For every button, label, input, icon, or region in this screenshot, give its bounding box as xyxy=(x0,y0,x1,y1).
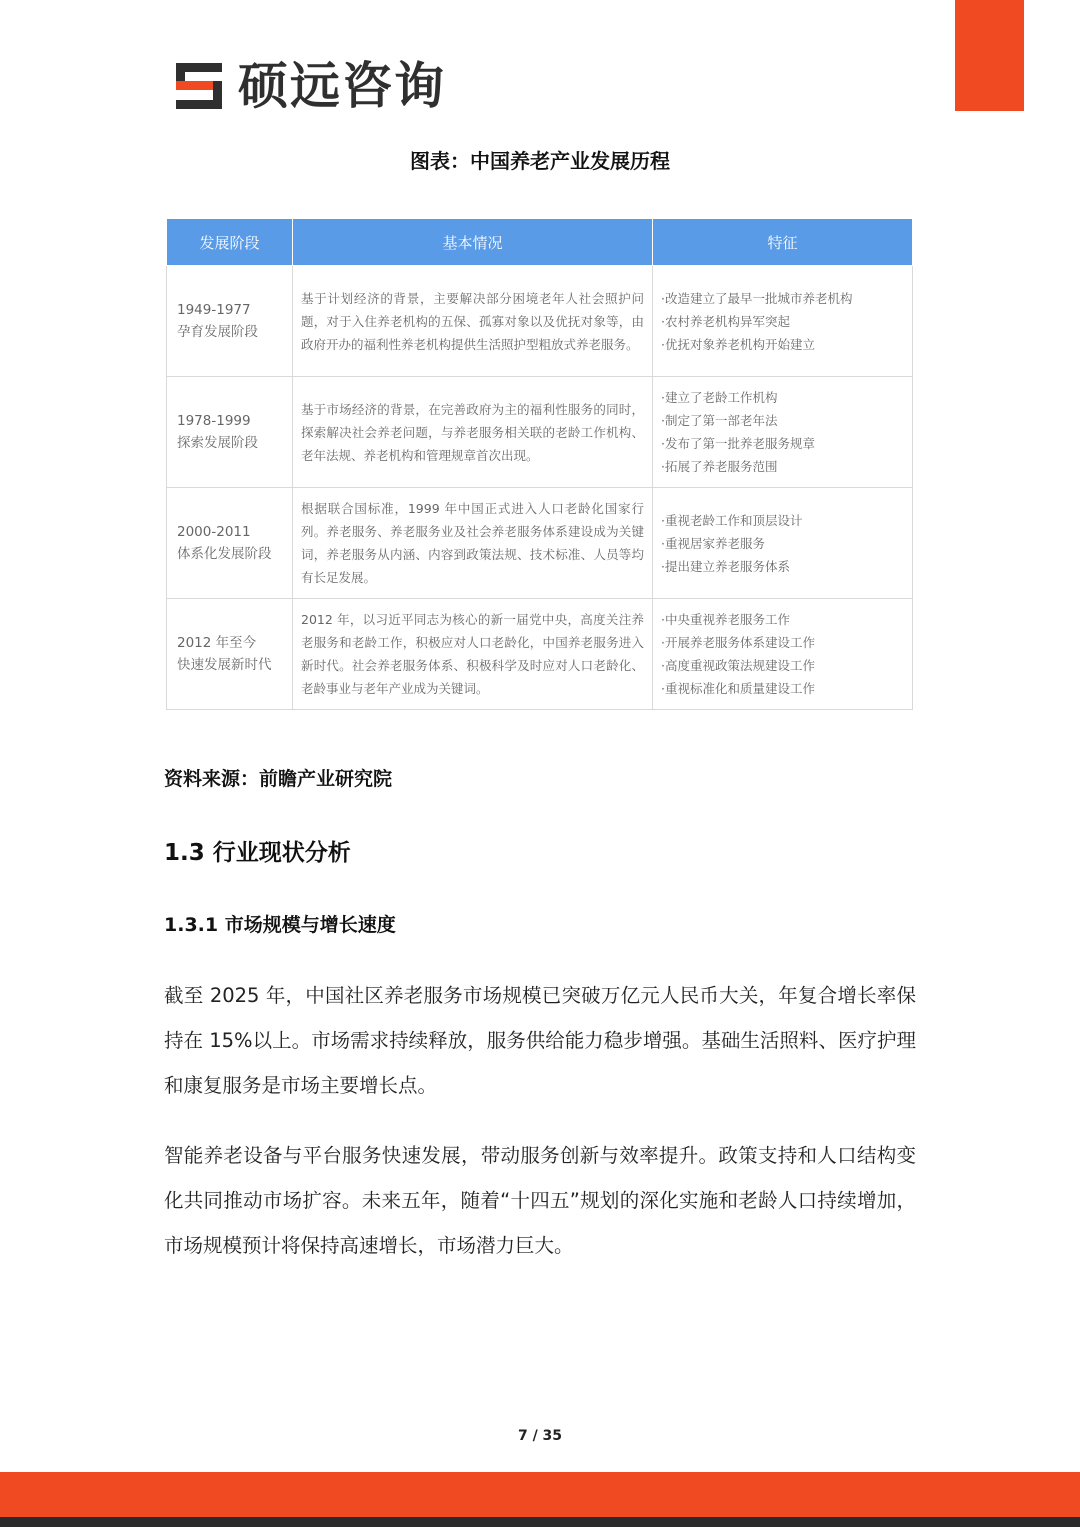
table-row xyxy=(167,599,913,710)
feature-item: ·发布了第一批养老服务规章 xyxy=(661,436,815,451)
stage-years: 2000-2011 xyxy=(177,524,251,540)
table-row xyxy=(167,266,913,377)
table-header-features: 特征 xyxy=(653,219,913,266)
feature-item: ·开展养老服务体系建设工作 xyxy=(661,635,815,650)
feature-item: ·提出建立养老服务体系 xyxy=(661,558,790,574)
body-paragraph: 智能养老设备与平台服务快速发展，带动服务创新与效率提升。政策支持和人口结构变化共同推动市场扩容。未来五年，随着“十四五”规划的深化实施和老龄人口持续增加，市场规模预计将保持高速增长，市场潜力巨大。 xyxy=(164,1144,916,1257)
table-row xyxy=(167,488,913,599)
features-cell xyxy=(653,266,913,377)
figure-source: 资料来源：前瞻产业研究院 xyxy=(164,768,393,790)
feature-item: ·改造建立了最早一批城市养老机构 xyxy=(661,290,853,306)
feature-item: ·高度重视政策法规建设工作 xyxy=(661,658,815,673)
stage-cell xyxy=(167,599,293,710)
footer-dark-strip xyxy=(0,1517,1080,1527)
s-block-logo-icon xyxy=(176,63,226,109)
feature-item: ·建立了老龄工作机构 xyxy=(661,390,778,405)
feature-item: ·中央重视养老服务工作 xyxy=(661,612,790,627)
features-cell xyxy=(653,599,913,710)
subsection-heading: 1.3.1 市场规模与增长速度 xyxy=(164,914,396,936)
features-cell xyxy=(653,377,913,488)
stage-name: 快速发展新时代 xyxy=(177,657,272,673)
figure-title: 图表：中国养老产业发展历程 xyxy=(410,149,670,173)
stage-name: 体系化发展阶段 xyxy=(177,546,272,562)
stage-cell xyxy=(167,266,293,377)
brand-logo xyxy=(176,56,446,116)
stage-years: 1978-1999 xyxy=(177,413,251,429)
page-number: 7 / 35 xyxy=(517,1428,563,1444)
table-row xyxy=(167,377,913,488)
body-paragraph: 截至 2025 年，中国社区养老服务市场规模已突破万亿元人民币大关，年复合增长率保持在 15%以上。市场需求持续释放，服务供给能力稳步增强。基础生活照料、医疗护理和康复服务是市场主要增长点。 xyxy=(164,984,916,1097)
table-header-stage: 发展阶段 xyxy=(167,219,293,266)
feature-item: ·重视标准化和质量建设工作 xyxy=(661,681,815,696)
feature-item: ·拓展了养老服务范围 xyxy=(661,459,778,474)
footer-bar xyxy=(0,1472,1080,1517)
history-table xyxy=(166,218,912,710)
stage-cell xyxy=(167,377,293,488)
feature-item: ·重视居家养老服务 xyxy=(661,535,765,551)
header-accent-block xyxy=(955,0,1024,111)
basic-cell: 基于市场经济的背景，在完善政府为主的福利性服务的同时，探索解决社会养老问题，与养老服务相关联的老龄工作机构、老年法规、养老机构和管理规章首次出现。 xyxy=(293,377,653,488)
brand-name: 硕远咨询 xyxy=(238,57,446,115)
features-cell xyxy=(653,488,913,599)
stage-cell xyxy=(167,488,293,599)
table-header-basic: 基本情况 xyxy=(293,219,653,266)
stage-years: 2012 年至今 xyxy=(177,635,257,651)
basic-cell: 根据联合国标准，1999 年中国正式进入人口老龄化国家行列。养老服务、养老服务业及社会养老服务体系建设成为关键词，养老服务从内涵、内容到政策法规、技术标准、人员等均有长足发展。 xyxy=(293,488,653,599)
basic-cell: 2012 年，以习近平同志为核心的新一届党中央，高度关注养老服务和老龄工作，积极应对人口老龄化，中国养老服务进入新时代。社会养老服务体系、积极科学及时应对人口老龄化、老龄事业与老年产业成为关键词。 xyxy=(293,599,653,710)
feature-item: ·重视老龄工作和顶层设计 xyxy=(661,512,803,528)
feature-item: ·农村养老机构异军突起 xyxy=(661,313,790,329)
basic-cell: 基于计划经济的背景，主要解决部分困境老年人社会照护问题，对于入住养老机构的五保、孤寡对象以及优抚对象等，由政府开办的福利性养老机构提供生活照护型粗放式养老服务。 xyxy=(293,266,653,377)
section-heading: 1.3 行业现状分析 xyxy=(164,840,351,866)
feature-item: ·制定了第一部老年法 xyxy=(661,413,778,428)
stage-years: 1949-1977 xyxy=(177,302,251,318)
stage-name: 孕育发展阶段 xyxy=(177,324,258,340)
feature-item: ·优抚对象养老机构开始建立 xyxy=(661,336,815,352)
stage-name: 探索发展阶段 xyxy=(177,435,258,451)
